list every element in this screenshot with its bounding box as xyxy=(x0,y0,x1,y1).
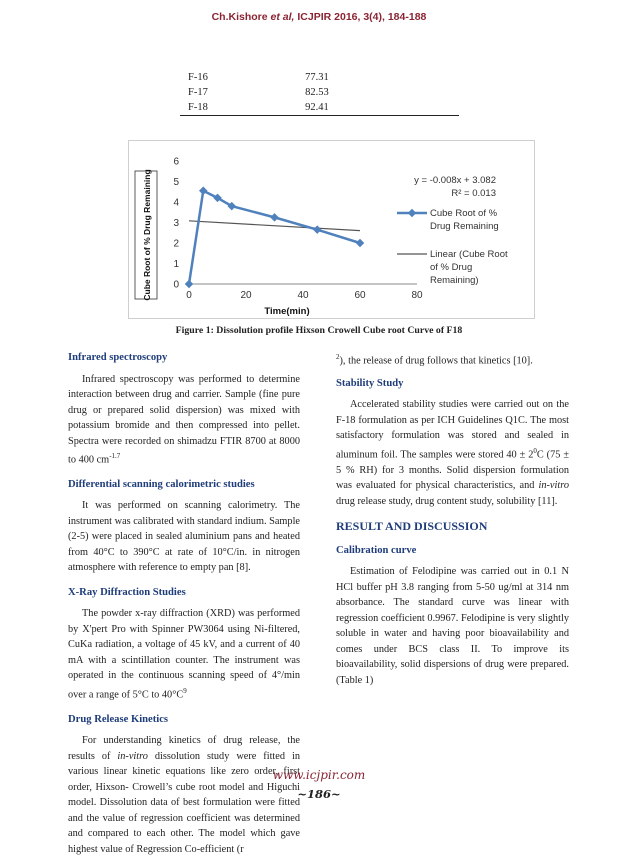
data-point xyxy=(270,213,278,221)
legend-series-marker xyxy=(408,209,416,217)
right-column xyxy=(336,350,569,697)
r-squared: R² = 0.013 xyxy=(451,188,496,199)
table-row xyxy=(180,70,459,85)
value-cell: 77.31 xyxy=(305,72,329,83)
formulation-cell: F-18 xyxy=(180,100,263,116)
running-header xyxy=(0,11,638,23)
y-tick-label: 5 xyxy=(173,177,179,188)
trend-equation: y = -0.008x + 3.082 xyxy=(414,175,496,186)
legend-series-label: Cube Root of % Drug Remaining xyxy=(430,208,499,232)
data-point xyxy=(185,280,193,288)
y-tick-label: 6 xyxy=(173,156,179,168)
section-title-stability: Stability Study xyxy=(336,377,404,389)
value-cell: 82.53 xyxy=(305,87,329,98)
y-tick-label: 4 xyxy=(173,197,179,209)
table-row xyxy=(180,85,459,100)
section-title-xrd: X-Ray Diffraction Studies xyxy=(68,586,186,598)
chart-frame xyxy=(128,140,535,319)
section-title-kinetics: Drug Release Kinetics xyxy=(68,713,169,725)
section-title-dsc: Differential scanning calorimetric studies xyxy=(68,478,255,490)
ir-paragraph: Infrared spectroscopy was performed to determine interaction between drug and carrier. Sample (fine pure drug or prepared solid dispersion) was mixed with potassium bromide and then compressed into pellet. Spectra were recorded on shimadzu FTIR 8700 at 8000 to 400 $cm^{-1.7}$ xyxy=(68,373,300,466)
table-row xyxy=(180,100,459,116)
header-journal: ICJPIR 2016, 3(4), 184-188 xyxy=(294,11,427,23)
x-tick-label: 80 xyxy=(411,290,423,301)
dsc-paragraph: It was performed on scanning calorimetry. The instrument was calibrated with standard indium. Sample (2-5) were placed in sealed aluminium pans and heated from 40°C to 390°C at rate of 10°C/in. in nitrogen atmosphere with reference to empty pan [8]. xyxy=(68,500,300,574)
data-point xyxy=(199,186,207,194)
formulation-cell: F-17 xyxy=(188,87,208,98)
section-title-ir: Infrared spectroscopy xyxy=(68,352,168,363)
y-axis-label: Cube Root of % Drug Remaining xyxy=(142,169,152,301)
x-tick-label: 20 xyxy=(240,290,252,301)
formulation-table xyxy=(180,70,459,116)
footer-url[interactable]: www.icjpir.com xyxy=(272,768,366,782)
dissolution-chart xyxy=(129,141,534,318)
calibration-paragraph: Estimation of Felodipine was carried out in 0.1 N HCl buffer pH 3.8 ranging from 5-50 ug/ml at 314 nm absorbance. The standard curve was linear with regression coefficient 0.9967. Felodipine is very slightly soluble in water and having poor bioavailability and comes under BCS class II. To improve its bioavailability, solid dispersions of drug were prepared. (Table 1) xyxy=(336,566,569,686)
value-cell: 92.41 xyxy=(263,100,459,116)
y-tick-label: 2 xyxy=(173,238,179,250)
footer-page-number: ~186~ xyxy=(297,787,341,801)
header-author: Ch.Kishore xyxy=(211,11,271,23)
data-point xyxy=(313,225,321,233)
x-tick-label: 40 xyxy=(297,290,309,301)
data-point xyxy=(356,239,364,247)
x-axis-label: Time(min) xyxy=(264,306,310,317)
kinetics-paragraph-cont: $^2$), the release of drug follows that kinetics [10]. xyxy=(336,353,533,367)
header-etal: et al, xyxy=(270,11,295,23)
series-line xyxy=(189,191,360,284)
section-title-calibration: Calibration curve xyxy=(336,544,417,556)
kinetics-paragraph: For understanding kinetics of drug release, the results of in-vitro dissolution study were fitted in various linear kinetic equations like zero order, first order, Hixson- Crowell’s cube root model and Higuchi model. Dissolution data of best formulation were fitted and the value of regression coefficient was determined and compared to each other. The model which gave highest value of Regression Co-efficient (r xyxy=(68,735,300,855)
formulation-cell: F-16 xyxy=(188,72,208,83)
y-tick-label: 3 xyxy=(173,218,179,229)
y-tick-label: 0 xyxy=(173,279,179,291)
stability-paragraph: Accelerated stability studies were carried out on the F-18 formulation as per ICH Guidelines Q1C. The most satisfactory formulation was stored and sealed in aluminum foil. The samples were stored $40 \pm 2^0C$ (75 ± 5 % RH) for 3 months. Solid dispersion formulation was evaluated for physical characteristics, and in-vitro drug release study, drug content study, solubility [11]. xyxy=(336,399,569,507)
figure-caption: Figure 1: Dissolution profile Hixson Crowell Cube root Curve of F18 xyxy=(175,325,463,336)
trend-line xyxy=(189,221,360,231)
y-tick-label: 1 xyxy=(173,259,179,270)
x-tick-label: 0 xyxy=(186,290,192,301)
xrd-paragraph: The powder x-ray diffraction (XRD) was performed by X'pert Pro with Spinner PW3064 using Ni-filtered, CuKa radiation, a voltage of 45 kV, and a current of 40 mA with a scintillation counter. The instrument was operated in the continuous scanning speed of 4°/min over a range of 5°C to $40^\circ C^9$ xyxy=(68,608,300,701)
section-title-results: RESULT AND DISCUSSION xyxy=(336,519,488,534)
x-tick-label: 60 xyxy=(354,290,366,301)
legend-trend-label: Linear (Cube Root of % Drug Remaining) xyxy=(430,249,508,286)
